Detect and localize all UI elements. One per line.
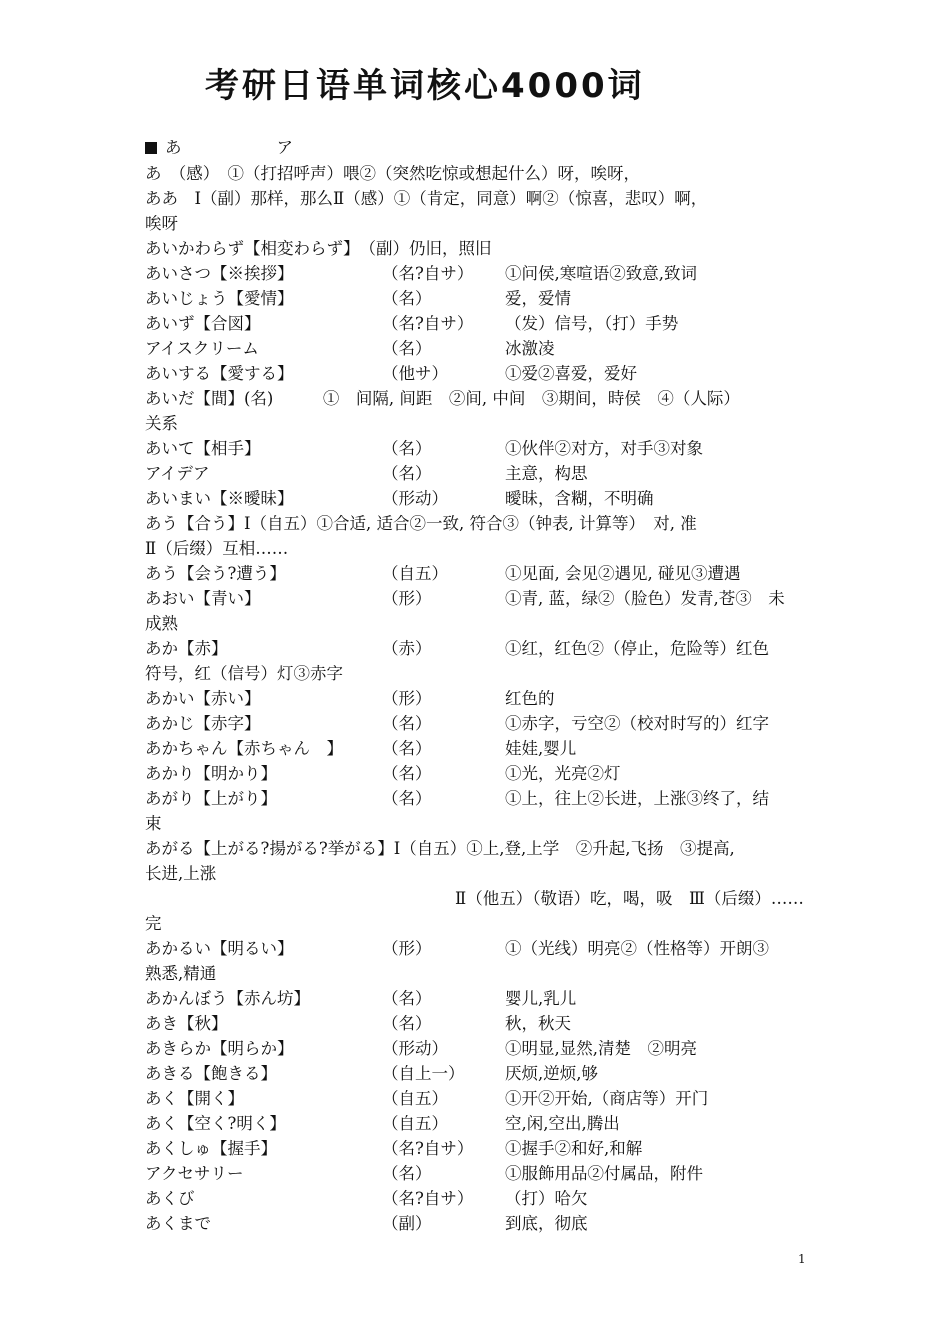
entry-word: あう【会う?遭う】 — [145, 564, 286, 583]
vocab-entry — [145, 287, 571, 311]
vocab-entry — [145, 637, 769, 661]
vocab-entry — [145, 1012, 571, 1036]
entry-meaning: ①伙伴②对方，对手③对象 — [505, 439, 703, 458]
vocab-entry — [145, 612, 178, 636]
vocab-entry — [145, 412, 178, 436]
entry-meaning: ①光，光亮②灯 — [505, 764, 621, 783]
vocab-entry — [145, 562, 741, 586]
entry-meaning: 到底，彻底 — [505, 1214, 588, 1233]
entry-word: 长进,上涨 — [145, 864, 217, 883]
entry-pos: （形） — [382, 689, 432, 708]
entry-meaning: 厌烦,逆烦,够 — [505, 1064, 598, 1083]
entry-pos: （名） — [382, 289, 432, 308]
entry-word: Ⅱ（后缀）互相…… — [145, 539, 289, 558]
entry-pos: （形动） — [382, 489, 448, 508]
entry-pos: （自五） — [382, 1114, 448, 1133]
vocab-entry — [145, 737, 577, 761]
vocab-entry — [145, 462, 588, 486]
entry-meaning: ①见面, 会见②遇见, 碰见③遭遇 — [505, 564, 741, 583]
entry-pos: （名?自サ） — [382, 1139, 474, 1158]
entry-pos: （名） — [382, 764, 432, 783]
entry-pos: （名?自サ） — [382, 1189, 474, 1208]
entry-pos: （形动） — [382, 1039, 448, 1058]
entry-pos: （名?自サ） — [382, 314, 474, 333]
entry-meaning: 曖昧，含糊，不明确 — [505, 489, 654, 508]
vocab-entry — [145, 1112, 620, 1136]
vocab-entry — [145, 312, 679, 336]
vocab-entry — [145, 937, 769, 961]
vocab-entry — [145, 837, 735, 861]
entry-meaning: ①服飾用品②付属品，附件 — [505, 1164, 703, 1183]
vocab-entry — [145, 1037, 697, 1061]
entry-pos: （名） — [382, 1164, 432, 1183]
entry-word: アクセサリー — [145, 1164, 244, 1183]
entry-meaning: 秋，秋天 — [505, 1014, 571, 1033]
entry-meaning: 主意，构思 — [505, 464, 588, 483]
entry-meaning: ①赤字，亏空②（校对时写的）红字 — [505, 714, 769, 733]
vocab-entry — [145, 862, 216, 886]
vocab-entry — [145, 187, 707, 211]
vocab-entry — [145, 237, 492, 261]
entry-word: 成熟 — [145, 614, 178, 633]
vocab-entry — [145, 762, 621, 786]
entry-meaning: ①明显,显然,清楚 ②明亮 — [505, 1039, 697, 1058]
entry-meaning: 婴儿,乳儿 — [505, 989, 577, 1008]
entry-word: あく【開く】 — [145, 1089, 244, 1108]
vocab-entry — [145, 212, 178, 236]
vocab-entry — [145, 1212, 588, 1236]
entry-pos: （名） — [382, 439, 432, 458]
entry-meaning: 红色的 — [505, 689, 555, 708]
vocab-entry — [145, 987, 577, 1011]
entry-meaning: ①上，往上②长进，上涨③终了，结 — [505, 789, 769, 808]
vocab-entry — [145, 712, 769, 736]
entry-word: あかちゃん【赤ちゃん 】 — [145, 739, 343, 758]
vocab-entry — [145, 812, 162, 836]
entry-word: あいかわらず【相変わらず】 （副）仍旧，照旧 — [145, 239, 492, 258]
entry-word: あか【赤】 — [145, 639, 228, 658]
page-title: 考研日语单词核心4000词 — [205, 66, 645, 106]
entry-word: あかじ【赤字】 — [145, 714, 261, 733]
entry-meaning: Ⅱ（他五）（敬语）吃，喝，吸 Ⅲ（后缀）…… — [455, 889, 804, 908]
entry-word: あかい【赤い】 — [145, 689, 261, 708]
vocab-entry — [145, 1137, 643, 1161]
entry-word: 符号，红（信号）灯③赤字 — [145, 664, 343, 683]
vocab-entry — [145, 1187, 588, 1211]
entry-word: あくしゅ【握手】 — [145, 1139, 277, 1158]
entry-meaning: ①开②开始,（商店等）开门 — [505, 1089, 709, 1108]
entry-meaning: ①（光线）明亮②（性格等）开朗③ — [505, 939, 769, 958]
section-header — [145, 136, 293, 160]
entry-word: あくび — [145, 1189, 195, 1208]
entry-meaning: ①问侯,寒喧语②致意,致词 — [505, 264, 697, 283]
vocab-entry — [145, 912, 162, 936]
entry-word: あいず【合図】 — [145, 314, 261, 333]
entry-pos: （名） — [382, 464, 432, 483]
entry-meaning: 娃娃,婴儿 — [505, 739, 577, 758]
vocab-entry — [145, 687, 555, 711]
entry-pos: （名） — [382, 989, 432, 1008]
entry-word: あきらか【明らか】 — [145, 1039, 294, 1058]
entry-word: 完 — [145, 914, 162, 933]
entry-pos: （自五） — [382, 564, 448, 583]
entry-pos: （名?自サ） — [382, 264, 474, 283]
entry-pos: （赤） — [382, 639, 432, 658]
vocab-entry — [145, 1162, 703, 1186]
vocab-entry — [145, 587, 785, 611]
entry-pos: （名） — [382, 714, 432, 733]
entry-word: 唉呀 — [145, 214, 178, 233]
vocab-entry — [145, 962, 216, 986]
vocab-entry — [145, 437, 703, 461]
entry-meaning: 爱，爱情 — [505, 289, 571, 308]
entry-word: あいする【愛する】 — [145, 364, 294, 383]
vocab-entry — [145, 387, 740, 411]
entry-pos: （副） — [382, 1214, 432, 1233]
vocab-entry — [145, 1087, 709, 1111]
entry-meaning: ①红，红色②（停止，危险等）红色 — [505, 639, 769, 658]
entry-word: あかんぼう【赤ん坊】 — [145, 989, 310, 1008]
vocab-entry — [145, 662, 343, 686]
entry-pos: （形） — [382, 589, 432, 608]
entry-word: あいだ【間】(名) ① 间隔, 间距 ②间, 中间 ③期间，時侯 ④（人际） — [145, 389, 740, 408]
entry-word: ああ Ⅰ（副）那样，那么Ⅱ（感）①（肯定，同意）啊②（惊喜，悲叹）啊， — [145, 189, 708, 208]
entry-pos: （名） — [382, 339, 432, 358]
entry-word: あおい【青い】 — [145, 589, 261, 608]
page-number: 1 — [798, 1252, 806, 1266]
entry-word: アイスクリーム — [145, 339, 259, 358]
vocab-entry — [145, 512, 697, 536]
entry-meaning: 冰激凌 — [505, 339, 555, 358]
entry-meaning: ①爱②喜爱，爱好 — [505, 364, 637, 383]
entry-meaning: ①握手②和好,和解 — [505, 1139, 643, 1158]
square-bullet-icon — [145, 142, 157, 154]
vocab-entry — [145, 162, 640, 186]
entry-word: あがり【上がり】 — [145, 789, 277, 808]
entry-meaning: （打）哈欠 — [505, 1189, 588, 1208]
entry-word: あく【空く?明く】 — [145, 1114, 286, 1133]
vocab-entry — [145, 487, 654, 511]
entry-word: あかり【明かり】 — [145, 764, 277, 783]
entry-word: 关系 — [145, 414, 178, 433]
entry-word: あ （感） ①（打招呼声）喂②（突然吃惊或想起什么）呀，唉呀， — [145, 164, 640, 183]
entry-pos: （自五） — [382, 1089, 448, 1108]
entry-word: あがる【上がる?揚がる?挙がる】Ⅰ（自五）①上,登,上学 ②升起,飞扬 ③提高, — [145, 839, 735, 858]
entry-word: アイデア — [145, 464, 210, 483]
entry-pos: （自上一） — [382, 1064, 465, 1083]
entry-word: あう【合う】Ⅰ（自五）①合适, 适合②一致, 符合③（钟表, 计算等） 对, 准 — [145, 514, 697, 533]
vocab-entry — [145, 537, 288, 561]
entry-meaning: （发）信号，（打）手势 — [505, 314, 679, 333]
entry-word: 束 — [145, 814, 162, 833]
entry-word: 熟悉,精通 — [145, 964, 217, 983]
entry-meaning: 空,闲,空出,腾出 — [505, 1114, 620, 1133]
entry-meaning: ①青, 蓝，绿②（脸色）发青,苍③ 未 — [505, 589, 785, 608]
entry-word: あいて【相手】 — [145, 439, 261, 458]
vocab-entry — [145, 262, 697, 286]
entry-word: あかるい【明るい】 — [145, 939, 294, 958]
section-hiragana: あ — [165, 138, 182, 157]
vocab-entry — [145, 787, 769, 811]
entry-word: あき【秋】 — [145, 1014, 228, 1033]
entry-pos: （他サ） — [382, 364, 448, 383]
entry-pos: （形） — [382, 939, 432, 958]
entry-pos: （名） — [382, 739, 432, 758]
entry-word: あくまで — [145, 1214, 211, 1233]
vocab-entry — [145, 337, 555, 361]
entry-pos: （名） — [382, 789, 432, 808]
entry-word: あいさつ【※挨拶】 — [145, 264, 294, 283]
entry-pos: （名） — [382, 1014, 432, 1033]
entry-word: あいまい【※曖昧】 — [145, 489, 294, 508]
section-katakana: ア — [276, 138, 293, 157]
vocab-entry — [145, 362, 637, 386]
vocab-entry — [145, 1062, 598, 1086]
entry-word: あきる【飽きる】 — [145, 1064, 277, 1083]
entry-word: あいじょう【愛情】 — [145, 289, 294, 308]
